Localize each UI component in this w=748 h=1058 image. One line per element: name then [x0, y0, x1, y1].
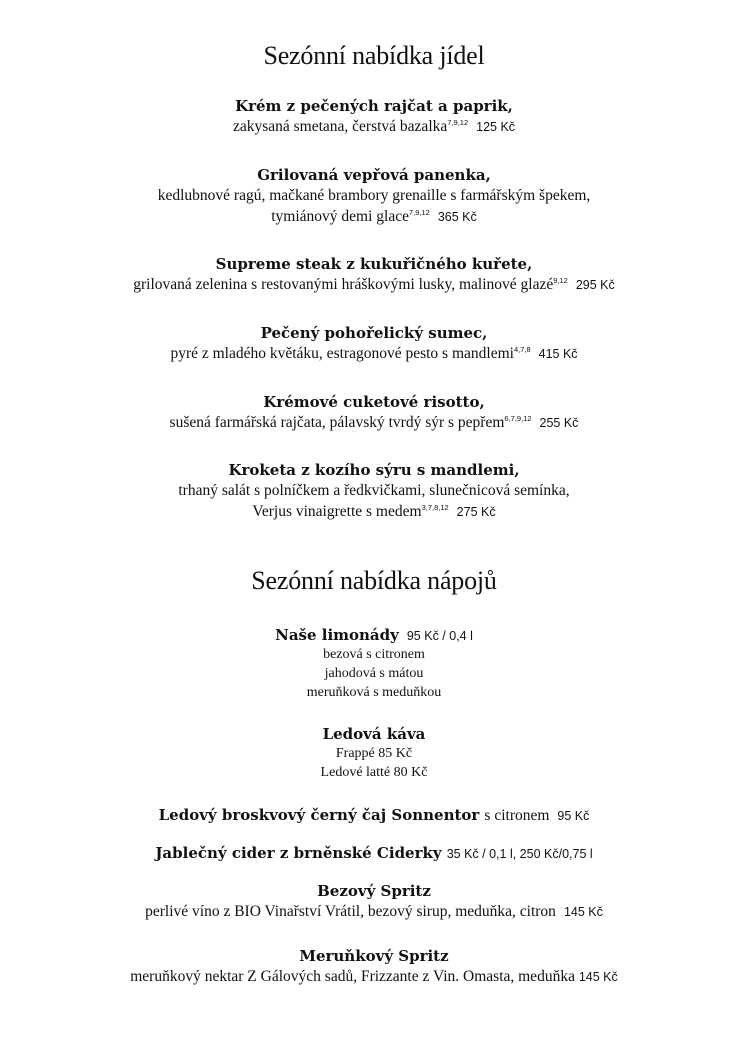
- drink-item-name: Jablečný cider z brněnské Ciderky: [155, 844, 442, 862]
- food-item-name: Kroketa z kozího sýru s mandlemi,: [228, 461, 520, 479]
- drink-item: [0, 946, 748, 988]
- food-item-price: 275 Kč: [456, 505, 496, 519]
- food-item-description: tymiánový demi glace$^{7,9,12}$ 365 Kč: [271, 208, 477, 225]
- drink-item-name: Meruňkový Spritz: [299, 947, 449, 965]
- drink-item: [0, 625, 748, 702]
- drink-item-price: 95 Kč / 0,4 l: [406, 629, 473, 643]
- food-item-price: 295 Kč: [575, 278, 615, 292]
- drink-item-name: Ledová káva: [322, 725, 426, 743]
- food-item-name: Krémové cuketové risotto,: [263, 393, 485, 411]
- allergen-codes: 4,7,8: [513, 345, 531, 354]
- food-item-description: kedlubnové ragú, mačkané brambory grenaille s farmářským špekem,: [157, 187, 591, 204]
- food-item-name: Grilovaná vepřová panenka,: [257, 166, 491, 184]
- drink-variant: meruňková s meduňkou: [306, 685, 442, 700]
- food-item: [0, 165, 748, 228]
- allergen-codes: 3,7,8,12: [421, 503, 449, 512]
- allergen-codes: 7,9,12: [447, 118, 469, 127]
- drink-item-price: 145 Kč: [563, 905, 603, 919]
- drink-item: [0, 843, 748, 863]
- drink-item-name: Ledový broskvový černý čaj Sonnentor: [158, 806, 480, 824]
- food-item-name: Supreme steak z kukuřičného kuřete,: [215, 255, 533, 273]
- food-item: [0, 96, 748, 138]
- drink-item: [0, 724, 748, 782]
- drink-item-name: Naše limonády: [275, 626, 399, 644]
- drink-variant: jahodová s mátou: [324, 666, 424, 681]
- food-item-price: 415 Kč: [538, 347, 578, 361]
- drink-item-price: 145 Kč: [578, 970, 618, 984]
- drink-item-price: 35 Kč / 0,1 l, 250 Kč/0,75 l: [446, 847, 593, 861]
- food-item: [0, 392, 748, 434]
- drink-item: [0, 805, 748, 826]
- food-item: [0, 323, 748, 365]
- food-item: [0, 254, 748, 296]
- food-item-description: Verjus vinaigrette s medem$^{3,7,8,12}$ 275 Kč: [252, 503, 496, 520]
- drink-variant: Ledové latté 80 Kč: [320, 765, 428, 780]
- allergen-codes: 9,12: [553, 276, 568, 285]
- drink-item-description: perlivé víno z BIO Vinařství Vrátil, bezový sirup, meduňka, citron: [145, 903, 556, 920]
- allergen-codes: 6,7,9,12: [504, 414, 532, 423]
- food-item-name: Krém z pečených rajčat a paprik,: [235, 97, 513, 115]
- drink-item-price: 95 Kč: [557, 809, 590, 823]
- food-item-name: Pečený pohořelický sumec,: [260, 324, 488, 342]
- food-item-description: trhaný salát s polníčkem a ředkvičkami, slunečnicová semínka,: [178, 482, 570, 499]
- food-item-price: 255 Kč: [539, 416, 579, 430]
- allergen-codes: 7,9,12: [408, 208, 430, 217]
- food-section-title: Sezónní nabídka jídel: [263, 41, 485, 70]
- food-item: [0, 460, 748, 523]
- food-item-price: 125 Kč: [476, 120, 516, 134]
- drink-variant: bezová s citronem: [323, 647, 425, 662]
- drink-item-description: s citronem: [484, 807, 550, 824]
- food-item-description: zakysaná smetana, čerstvá bazalka$^{7,9,12}$ 125 Kč: [232, 118, 516, 135]
- drink-item: [0, 881, 748, 923]
- food-item-description: grilovaná zelenina s restovanými hráškovými lusky, malinové glazé$^{9,12}$ 295 Kč: [133, 276, 615, 293]
- drinks-section-title: Sezónní nabídka nápojů: [251, 566, 497, 595]
- food-item-description: pyré z mladého květáku, estragonové pesto s mandlemi$^{4,7,8}$ 415 Kč: [170, 345, 578, 362]
- food-item-price: 365 Kč: [437, 210, 477, 224]
- drink-item-description: meruňkový nektar Z Gálových sadů, Frizzante z Vin. Omasta, meduňka: [130, 968, 575, 985]
- drink-variant: Frappé 85 Kč: [335, 746, 413, 761]
- drink-item-name: Bezový Spritz: [317, 882, 431, 900]
- food-item-description: sušená farmářská rajčata, pálavský tvrdý sýr s pepřem$^{6,7,9,12}$ 255 Kč: [169, 414, 579, 431]
